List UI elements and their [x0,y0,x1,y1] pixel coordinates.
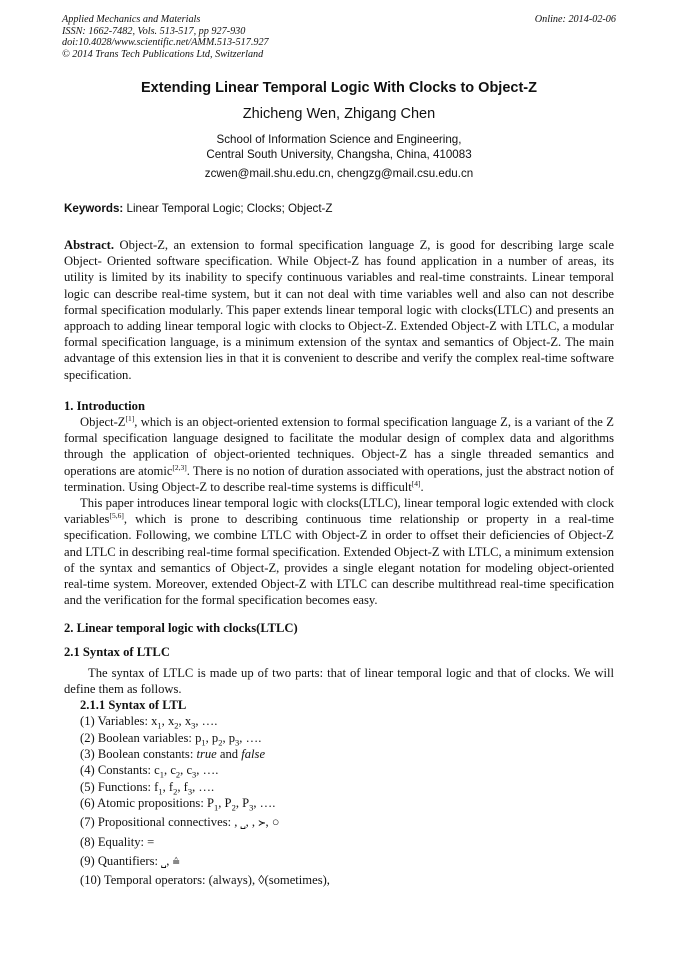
text-span: , which is prone to describing continuous time relationship or property in a real-time specification. Following, we combine LTLC with Object-Z in order to offset their deficiencies of Object-Z and LTLC in describing real-time formal specification. Extended Object-Z with LTLC, a minimum extension of the syntax and semantics of Object-Z, provides a single elegant notation for modeling object-oriented real-time system. Moreover, extended Object-Z with LTLC can describe multithread real-time specification and the verification for the formal specification becomes easy. [64,512,614,608]
subscript: 2 [218,737,223,748]
text-span: , p [222,730,236,745]
text-span: , c [164,763,176,778]
journal-header [62,14,616,60]
text-span: , …. [192,779,215,794]
text-span: p [195,730,202,745]
list-item [80,872,614,888]
list-item [80,834,614,850]
authors: Zhicheng Wen, Zhigang Chen [242,106,436,122]
citation: [2,3] [172,462,187,472]
list-item [80,853,614,869]
text-span: , P [218,795,232,810]
text-span: P [206,795,214,810]
text-span: , x [178,714,192,729]
text-span: , …. [253,795,276,810]
text-span: (8) Equality: = [80,834,155,849]
text-span: , f [177,779,188,794]
keywords [64,202,618,215]
text-span: , [265,815,272,830]
citation: [4] [411,478,421,488]
subscript: 3 [192,769,197,780]
affiliation-line: School of Information Science and Engineering, [216,133,462,146]
subscript: 3 [235,737,240,748]
text-span: (9) Quantifiers: [80,853,162,868]
list-item [80,713,614,729]
doi: doi:10.4028/www.scientific.net/AMM.513-517.927 [62,37,269,49]
text-span: . There is no notion of duration associated with operations, just the abstract notion of termination. Using Object-Z to describe real-time systems is difficult [64,463,614,494]
affiliation-line: Central South University, Changsha, China, 410083 [206,148,472,161]
list-item [80,730,614,746]
connective-symbol: ○ [271,815,280,830]
text-span: c [154,763,160,778]
paper-title: Extending Linear Temporal Logic With Clocks to Object-Z [141,80,537,96]
text-span: (4) Constants: [80,763,155,778]
text-span: (sometimes), [264,873,330,888]
text-span: true [196,747,217,762]
citation: [5,6] [109,511,124,521]
temporal-symbol: ◊ [258,873,265,888]
text-span: , f [162,779,174,794]
journal-name: Applied Mechanics and Materials [62,14,201,25]
text-span: , …. [195,714,218,729]
text-span: false [241,747,266,762]
subscript: 1 [214,802,219,813]
abstract-text: Object-Z, an extension to formal specification language Z, is good for describing large scale Object- Oriented software specification. While Object-Z has found application in a number of areas, its utility is limited by its inability to specify continuous variables and real-time constraints. Linear temporal logic can describe real-time system, but it can not deal with time variables well and also can not describe formal specification modularly. This paper extends linear temporal logic with clocks(LTLC) and presents an approach to adding linear temporal logic with clocks to Object-Z. Extended Object-Z with LTLC, a modular formal specification language, is a minimum extension of the syntax and semantics of Object-Z. The main advantage of this extension lies in that it is convenient to describe and verify the complex real-time software specification. [64,238,614,382]
affiliation [0,132,678,162]
list-item [80,779,614,795]
text-span: , [166,853,173,868]
quantifier-symbol: ≙ [172,853,180,868]
subscript: 1 [158,786,163,797]
subscript: 2 [231,802,236,813]
text-span: (6) Atomic propositions: [80,795,207,810]
emails: zcwen@mail.shu.edu.cn, chengzg@mail.csu.edu.cn [204,167,474,180]
text-span: (1) Variables: [80,714,152,729]
subscript: 3 [249,802,254,813]
text-span: , , [245,815,259,830]
text-span: , …. [239,730,262,745]
text-span: and [216,747,242,762]
text-span: , …. [196,763,219,778]
list-item [80,762,614,778]
subscript: 3 [187,786,193,797]
text-span: , c [180,763,193,778]
subscript: 2 [174,721,179,731]
subsection-heading-syntax: 2.1 Syntax of LTLC [64,644,170,659]
syntax-list [80,697,614,888]
quantifier-symbol: ⎵ [161,853,167,868]
connective-symbol: ≻ [258,815,266,830]
text-span: f [154,779,159,794]
intro-paragraph-2 [64,495,614,608]
text-span: This paper introduces linear temporal logic with clocks(LTLC), linear temporal logic extended with clock variables [64,496,614,527]
abstract [64,237,614,383]
keywords-text: Linear Temporal Logic; Clocks; Object-Z [123,202,333,215]
connective-symbol: ⎵ [240,815,246,830]
keywords-label: Keywords: [64,202,124,215]
issn: ISSN: 1662-7482, Vols. 513-517, pp 927-930 [62,25,246,37]
subscript: 1 [159,769,165,780]
text-span: (3) Boolean constants: [80,747,197,762]
section-heading-introduction: 1. Introduction [64,398,145,413]
list-item [80,795,614,811]
paper-body [64,237,614,888]
text-span: , P [235,795,250,810]
text-span: (5) Functions: [80,779,155,794]
copyright: © 2014 Trans Tech Publications Ltd, Switzerland [62,48,264,60]
text-span: (7) Propositional connectives: , [80,815,241,830]
text-span: (2) Boolean variables: [80,730,196,745]
online-date: Online: 2014-02-06 [534,14,616,25]
syntax-paragraph: The syntax of LTLC is made up of two parts: that of linear temporal logic and that of clocks. We will define them as follows. [64,665,614,697]
list-item [80,746,614,762]
subscript: 2 [173,786,178,797]
intro-paragraph-1 [64,414,614,495]
text-span: , x [161,714,175,729]
text-span: (10) Temporal operators: (always), [80,873,259,888]
subscript: 1 [157,721,162,731]
citation: [1] [125,413,135,423]
abstract-label: Abstract. [64,238,115,252]
subsubsection-heading-ltl: 2.1.1 Syntax of LTL [80,698,187,713]
text-span: Object-Z [80,415,126,430]
section-heading-ltlc: 2. Linear temporal logic with clocks(LTLC) [64,621,298,636]
text-span: , p [205,730,219,745]
subscript: 2 [175,769,181,780]
text-span: , which is an object-oriented extension to formal specification language Z, is a variant of the Z formal specification language designed to facilitate the modular design of complex data and algorithms through the application of object-oriented techniques. Object-Z has a single threaded semantics and operations are atomic [64,415,614,478]
subscript: 3 [191,721,196,731]
list-item [80,814,614,830]
subscript: 1 [201,737,206,748]
text-span: x [151,714,158,729]
text-span: . [420,479,424,494]
